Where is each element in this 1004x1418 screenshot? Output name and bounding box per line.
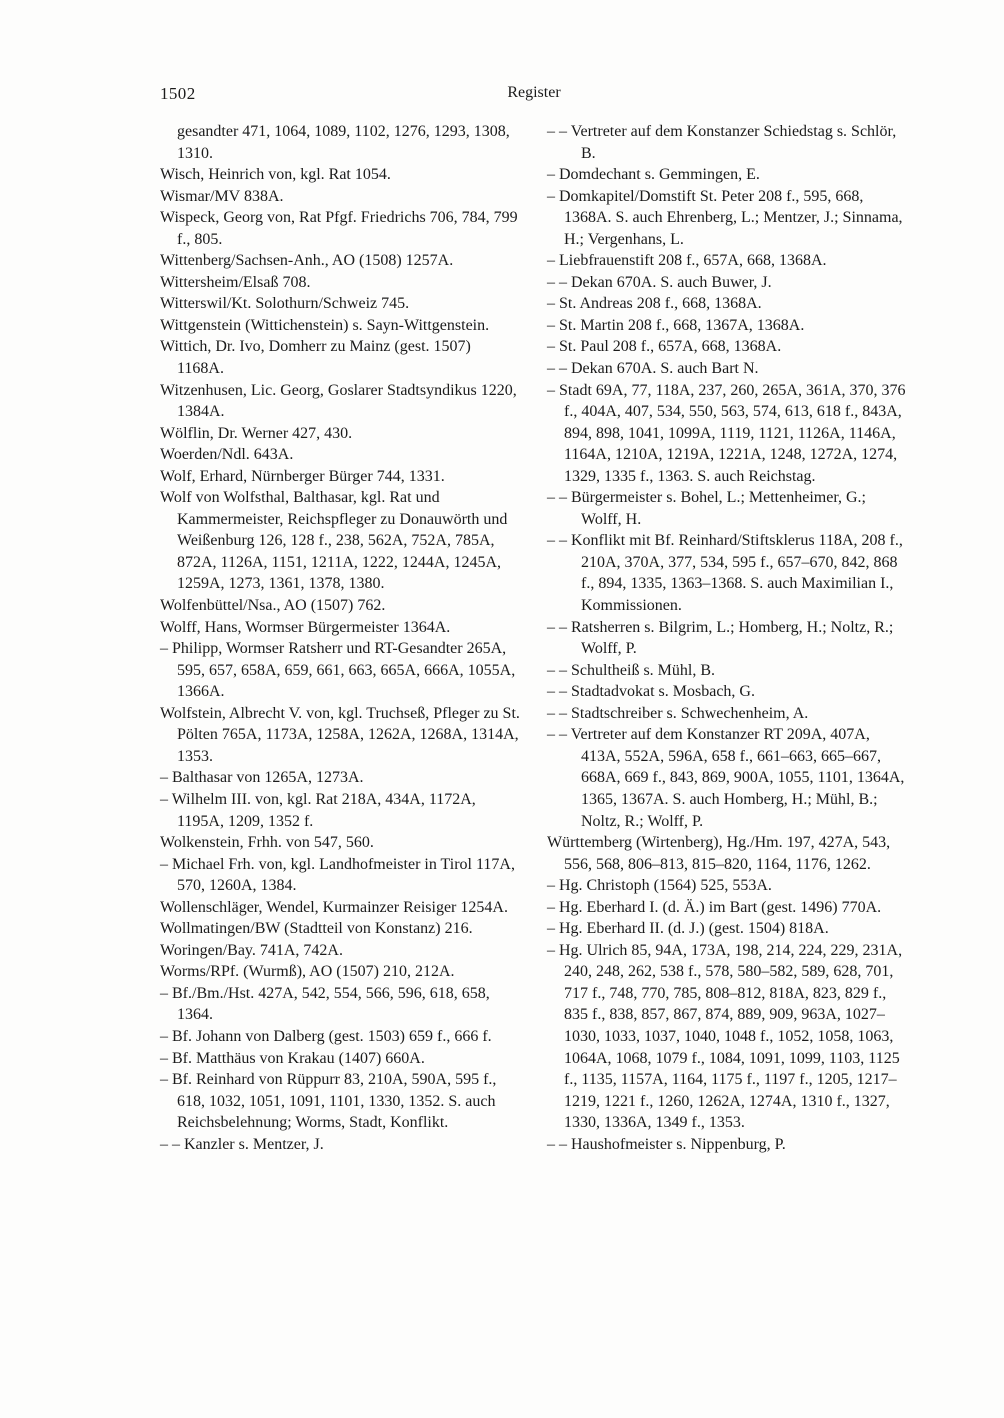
index-entry: Wittersheim/Elsaß 708. <box>160 273 311 291</box>
index-entry: gesandter 471, 1064, 1089, 1102, 1276, 1293, 1308, 1310. <box>177 123 510 162</box>
index-entry: Wollenschläger, Wendel, Kurmainzer Reisiger 1254A. <box>160 898 508 916</box>
index-entry: – – Konflikt mit Bf. Reinhard/Stiftsklerus 118A, 208 f., 210A, 370A, 377, 534, 595 f., 657–670, 842, 868 f., 894, 1335, 1363–1368. S. auch Maximilian I., Kommissionen. <box>547 532 903 615</box>
index-entry: – Michael Frh. von, kgl. Landhofmeister in Tirol 117A, 570, 1260A, 1384. <box>160 855 515 895</box>
page-number: 1502 <box>160 84 196 103</box>
index-entry: – Bf./Bm./Hst. 427A, 542, 554, 566, 596, 618, 658, 1364. <box>160 984 490 1024</box>
index-entry: Wolkenstein, Frhh. von 547, 560. <box>160 834 374 852</box>
index-entry: – Bf. Johann von Dalberg (gest. 1503) 659 f., 666 f. <box>160 1027 492 1045</box>
index-entry: – Hg. Ulrich 85, 94A, 173A, 198, 214, 224, 229, 231A, 240, 248, 262, 538 f., 578, 580–582, 589, 628, 701, 717 f., 748, 770, 785, 808–812, 818A, 823, 829 f., 835 f., 838, 857, 867, 874, 889, 909, 963A, 1027–1030, 1033, 1037, 1040, 1048 f., 1052, 1058, 1063, 1064A, 1068, 1079 f., 1084, 1091, 1099, 1103, 1125 f., 1135, 1157A, 1164, 1175 f., 1197 f., 1205, 1217–1219, 1221 f., 1260, 1262A, 1274A, 1310 f., 1327, 1330, 1336A, 1349 f., 1353. <box>547 941 903 1132</box>
index-entry: – St. Martin 208 f., 668, 1367A, 1368A. <box>547 316 805 334</box>
index-entry: – – Stadtschreiber s. Schwechenheim, A. <box>547 704 809 722</box>
index-entry: – – Ratsherren s. Bilgrim, L.; Homberg, H.; Noltz, R.; Wolff, P. <box>547 618 894 658</box>
index-entry: Wolf, Erhard, Nürnberger Bürger 744, 1331. <box>160 467 445 485</box>
index-entry: Wittenberg/Sachsen-Anh., AO (1508) 1257A. <box>160 252 454 270</box>
index-entry: Woerden/Ndl. 643A. <box>160 446 294 464</box>
index-entry: – St. Andreas 208 f., 668, 1368A. <box>547 295 762 313</box>
index-entry: – – Stadtadvokat s. Mosbach, G. <box>547 683 755 701</box>
index-entry: Witterswil/Kt. Solothurn/Schweiz 745. <box>160 295 410 313</box>
index-entry: Wismar/MV 838A. <box>160 187 284 205</box>
index-entry: Wolfstein, Albrecht V. von, kgl. Truchseß, Pfleger zu St. Pölten 765A, 1173A, 1258A, 1262A, 1268A, 1314A, 1353. <box>160 704 520 765</box>
index-column-right <box>547 121 908 1155</box>
index-entry: Worms/RPf. (Wurmß), AO (1507) 210, 212A. <box>160 963 455 981</box>
index-entry: Witzenhusen, Lic. Georg, Goslarer Stadtsyndikus 1220, 1384A. <box>160 381 517 421</box>
page-header <box>160 84 908 108</box>
index-entry: Wolff, Hans, Wormser Bürgermeister 1364A. <box>160 618 451 636</box>
index-entry: – Stadt 69A, 77, 118A, 237, 260, 265A, 361A, 370, 376 f., 404A, 407, 534, 550, 563, 574, 613, 618 f., 843A, 894, 898, 1041, 1099A, 1119, 1121, 1126A, 1146A, 1164A, 1210A, 1219A, 1221A, 1248, 1272A, 1274, 1329, 1335 f., 1363. S. auch Reichstag. <box>547 381 906 485</box>
index-entry: – St. Paul 208 f., 657A, 668, 1368A. <box>547 338 782 356</box>
index-entry: – Bf. Matthäus von Krakau (1407) 660A. <box>160 1049 425 1067</box>
index-entry: – Hg. Eberhard II. (d. J.) (gest. 1504) 818A. <box>547 920 829 938</box>
index-entry: – – Vertreter auf dem Konstanzer Schiedstag s. Schlör, B. <box>547 123 897 162</box>
index-entry: Woringen/Bay. 741A, 742A. <box>160 941 343 959</box>
index-entry: – – Schultheiß s. Mühl, B. <box>547 661 716 679</box>
index-entry: – Balthasar von 1265A, 1273A. <box>160 769 364 787</box>
index-entry: Wittich, Dr. Ivo, Domherr zu Mainz (gest. 1507) 1168A. <box>160 338 471 378</box>
index-entry: Wölflin, Dr. Werner 427, 430. <box>160 424 353 442</box>
index-entry: – Philipp, Wormser Ratsherr und RT-Gesandter 265A, 595, 657, 658A, 659, 661, 663, 665A, 666A, 1055A, 1366A. <box>160 640 516 701</box>
index-entry: Wittgenstein (Wittichenstein) s. Sayn-Wittgenstein. <box>160 316 490 334</box>
index-entry: Württemberg (Wirtenberg), Hg./Hm. 197, 427A, 543, 556, 568, 806–813, 815–820, 1164, 1176, 1262. <box>547 834 891 873</box>
index-entry: Wolf von Wolfsthal, Balthasar, kgl. Rat und Kammermeister, Reichspfleger zu Donauwörth und Weißenburg 126, 128 f., 238, 562A, 752A, 785A, 872A, 1126A, 1151, 1211A, 1222, 1244A, 1245A, 1259A, 1273, 1361, 1378, 1380. <box>160 489 508 593</box>
index-entry: – Bf. Reinhard von Rüppurr 83, 210A, 590A, 595 f., 618, 1032, 1051, 1091, 1101, 1330, 1352. S. auch Reichsbelehnung; Worms, Stadt, Konflikt. <box>160 1071 497 1132</box>
index-entry: – – Bürgermeister s. Bohel, L.; Mettenheimer, G.; Wolff, H. <box>547 489 866 528</box>
running-title: Register <box>507 84 561 101</box>
index-entry: – Domdechant s. Gemmingen, E. <box>547 166 760 184</box>
index-entry: – – Dekan 670A. S. auch Buwer, J. <box>547 273 772 291</box>
index-entry: – Liebfrauenstift 208 f., 657A, 668, 1368A. <box>547 252 827 270</box>
index-entry: Wolfenbüttel/Nsa., AO (1507) 762. <box>160 597 386 615</box>
index-entry: – Domkapitel/Domstift St. Peter 208 f., 595, 668, 1368A. S. auch Ehrenberg, L.; Mentzer, J.; Sinnama, H.; Vergenhans, L. <box>547 187 903 248</box>
index-entry: – – Dekan 670A. S. auch Bart N. <box>547 360 759 378</box>
index-columns <box>160 121 908 1155</box>
index-entry: – – Kanzler s. Mentzer, J. <box>160 1135 324 1153</box>
index-entry: – – Haushofmeister s. Nippenburg, P. <box>547 1135 786 1153</box>
index-column-left <box>160 121 521 1155</box>
index-entry: – Hg. Eberhard I. (d. Ä.) im Bart (gest. 1496) 770A. <box>547 898 882 916</box>
index-entry: – Hg. Christoph (1564) 525, 553A. <box>547 877 772 895</box>
index-entry: Wispeck, Georg von, Rat Pfgf. Friedrichs 706, 784, 799 f., 805. <box>160 209 518 248</box>
index-entry: – Wilhelm III. von, kgl. Rat 218A, 434A, 1172A, 1195A, 1209, 1352 f. <box>160 790 476 830</box>
index-entry: Wisch, Heinrich von, kgl. Rat 1054. <box>160 166 391 184</box>
index-entry: – – Vertreter auf dem Konstanzer RT 209A, 407A, 413A, 552A, 596A, 658 f., 661–663, 665–667, 668A, 669 f., 843, 869, 900A, 1055, 1101, 1364A, 1365, 1367A. S. auch Homberg, H.; Mühl, B.; Noltz, R.; Wolff, P. <box>547 726 905 830</box>
index-entry: Wollmatingen/BW (Stadtteil von Konstanz) 216. <box>160 920 473 938</box>
